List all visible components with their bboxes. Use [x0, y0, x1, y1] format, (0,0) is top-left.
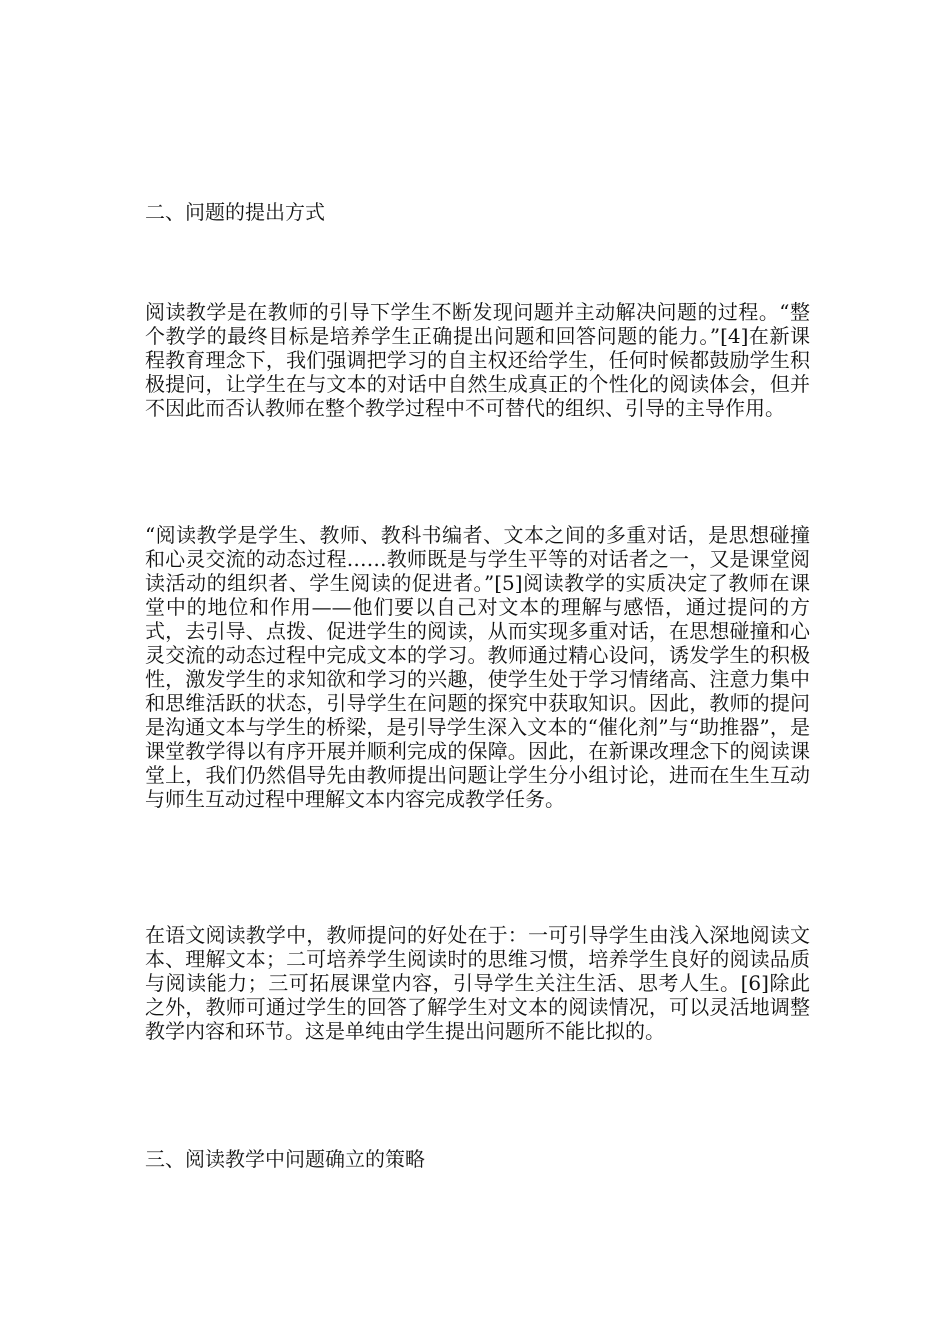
- paragraph-3: 在语文阅读教学中，教师提问的好处在于：一可引导学生由浅入深地阅读文本、理解文本；二可培养学生阅读时的思维习惯，培养学生良好的阅读品质与阅读能力；三可拓展课堂内容，引导学生关注生活、思考人生。[6]除此之外，教师可通过学生的回答了解学生对文本的阅读情况，可以灵活地调整教学内容和环节。这是单纯由学生提出问题所不能比拟的。: [145, 923, 810, 1043]
- section-heading-3: 三、阅读教学中问题确立的策略: [145, 1147, 425, 1171]
- section-heading-2: 二、问题的提出方式: [145, 200, 325, 224]
- paragraph-2: “阅读教学是学生、教师、教科书编者、文本之间的多重对话，是思想碰撞和心灵交流的动态过程……教师既是与学生平等的对话者之一，又是课堂阅读活动的组织者、学生阅读的促进者。”[5]阅读教学的实质决定了教师在课堂中的地位和作用——他们要以自己对文本的理解与感悟，通过提问的方式，去引导、点拨、促进学生的阅读，从而实现多重对话，在思想碰撞和心灵交流的动态过程中完成文本的学习。教师通过精心设问，诱发学生的积极性，激发学生的求知欲和学习的兴趣，使学生处于学习情绪高、注意力集中和思维活跃的状态，引导学生在问题的探究中获取知识。因此，教师的提问是沟通文本与学生的桥梁，是引导学生深入文本的“催化剂”与“助推器”，是课堂教学得以有序开展并顺利完成的保障。因此，在新课改理念下的阅读课堂上，我们仍然倡导先由教师提出问题让学生分小组讨论，进而在生生互动与师生互动过程中理解文本内容完成教学任务。: [145, 523, 810, 811]
- paragraph-1: 阅读教学是在教师的引导下学生不断发现问题并主动解决问题的过程。“整个教学的最终目标是培养学生正确提出问题和回答问题的能力。”[4]在新课程教育理念下，我们强调把学习的自主权还给学生，任何时候都鼓励学生积极提问，让学生在与文本的对话中自然生成真正的个性化的阅读体会，但并不因此而否认教师在整个教学过程中不可替代的组织、引导的主导作用。: [145, 300, 810, 420]
